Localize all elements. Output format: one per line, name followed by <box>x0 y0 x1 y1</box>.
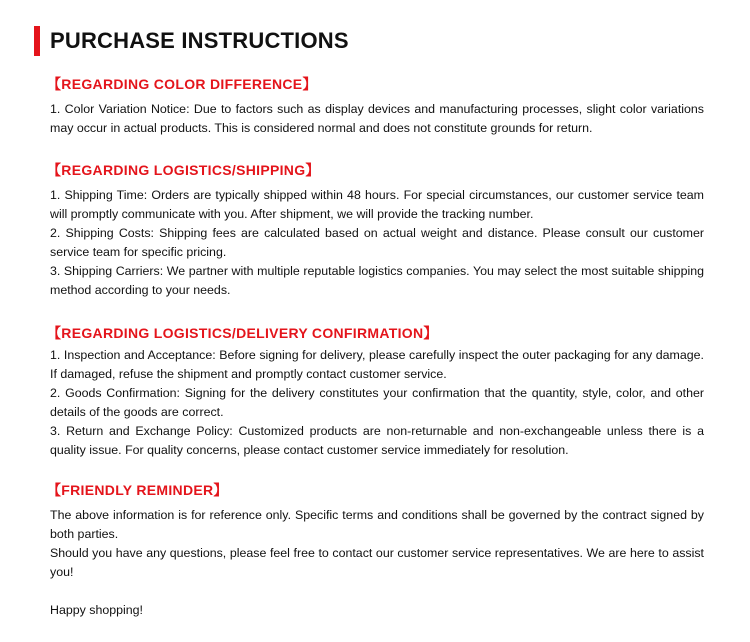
page-title: PURCHASE INSTRUCTIONS <box>50 28 349 53</box>
paragraph: Should you have any questions, please feel free to contact our customer service representatives. We are here to assist you! <box>50 546 704 579</box>
section-friendly-reminder <box>47 481 704 620</box>
paragraph: 1. Inspection and Acceptance: Before signing for delivery, please carefully inspect the outer packaging for any damage. If damaged, refuse the shipment and promptly contact customer service. <box>50 348 704 381</box>
title-accent-bar <box>34 26 40 56</box>
section-color-difference <box>47 75 704 138</box>
paragraph-spacer <box>50 582 704 601</box>
closing-line: Happy shopping! <box>50 603 143 617</box>
section-heading: 【REGARDING LOGISTICS/DELIVERY CONFIRMATION】 <box>47 325 438 341</box>
section-heading: 【REGARDING COLOR DIFFERENCE】 <box>47 76 317 92</box>
paragraph: 1. Color Variation Notice: Due to factors such as display devices and manufacturing processes, slight color variations may occur in actual products. This is considered normal and does not constitute grounds for return. <box>50 102 704 135</box>
paragraph: The above information is for reference only. Specific terms and conditions shall be governed by the contract signed by both parties. <box>50 508 704 541</box>
paragraph: 2. Goods Confirmation: Signing for the delivery constitutes your confirmation that the quantity, style, color, and other details of the goods are correct. <box>50 386 704 419</box>
paragraph: 3. Return and Exchange Policy: Customized products are non-returnable and non-exchangeable unless there is a quality issue. For quality concerns, please contact customer service immediately for resolution. <box>50 424 704 457</box>
section-heading: 【FRIENDLY REMINDER】 <box>47 482 228 498</box>
paragraph: 3. Shipping Carriers: We partner with multiple reputable logistics companies. You may select the most suitable shipping method according to your needs. <box>50 264 704 297</box>
paragraph: 2. Shipping Costs: Shipping fees are calculated based on actual weight and distance. Please consult our customer service team for specific pricing. <box>50 226 704 259</box>
section-logistics-shipping <box>47 161 704 300</box>
paragraph: 1. Shipping Time: Orders are typically shipped within 48 hours. For special circumstances, our customer service team will promptly communicate with you. After shipment, we will provide the tracking number. <box>50 188 704 221</box>
section-delivery-confirmation <box>47 324 704 460</box>
section-heading: 【REGARDING LOGISTICS/SHIPPING】 <box>47 162 320 178</box>
